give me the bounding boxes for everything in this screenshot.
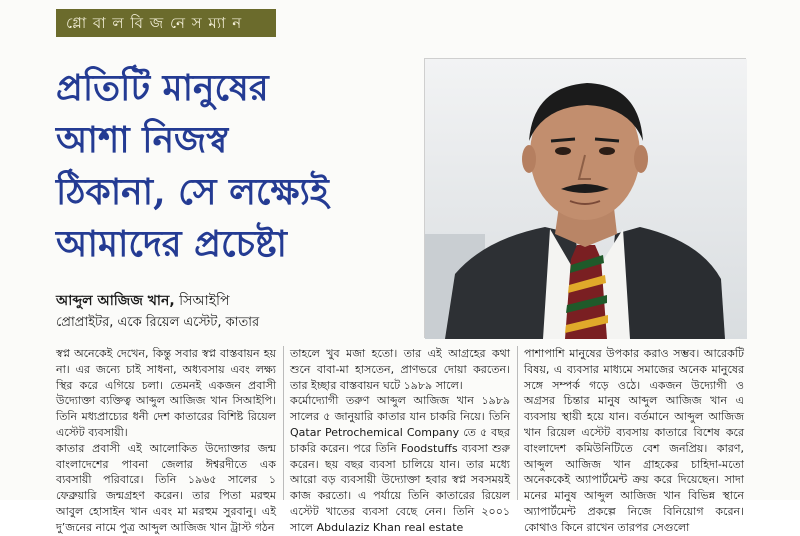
column-divider xyxy=(283,346,284,500)
author-role: প্রোপ্রাইটর, একে রিয়েল এস্টেট, কাতার xyxy=(56,315,260,330)
article-paragraph: তাহলে খুব মজা হতো। তার এই আগ্রহের কথা শুনে বাবা-মা হাসতেন, প্রাণভরে দোয়া করতেন। তার ইচ্ছার বাস্তবায়ন ঘটে ১৯৮৯ সালে। xyxy=(290,347,510,392)
article-column-1 xyxy=(56,346,276,534)
headline-line: আমাদের প্রচেষ্টা xyxy=(56,223,287,265)
headline-line: আশা নিজস্ব xyxy=(56,119,229,161)
article-paragraph: স্বপ্ন অনেকেই দেখেন, কিন্তু সবার স্বপ্ন বাস্তবায়ন হয় না। এর জন্যে চাই সাধনা, অধ্যবসায় এবং লক্ষ্য স্থির করে এগিয়ে চলা। তেমনই একজন প্রবাসী উদ্যোক্তা ব্যক্তিত্ব আব্দুল আজিজ খান সিআইপি। তিনি মধ্যপ্রাচ্যের ধনী দেশ কাতারের বিশিষ্ট রিয়েল এস্টেট ব্যবসায়ী। xyxy=(56,347,276,439)
article-paragraph: কর্মোদ্যোগী তরুণ আব্দুল আজিজ খান ১৯৮৯ সালের ৫ জানুয়ারি কাতার যান চাকরি নিয়ে। তিনি Qatar Petrochemical Company তে ৫ বছর চাকরি করেন। পরে তিনি Foodstuffs ব্যবসা শুরু করেন। ছয় বছর ব্যবসা চালিয়ে যান। তার মধ্যে আরো বড় ব্যবসায়ী উদ্যোক্তা হবার স্বপ্ন সবসময়ই কাজ করতো। এ পর্যায়ে তিনি কাতারের রিয়েল এস্টেট খাতের ব্যবসা বেছে নেন। তিনি ২০০১ সালে Abdulaziz Khan real estate xyxy=(290,394,510,534)
byline xyxy=(56,290,416,334)
portrait-illustration xyxy=(425,59,747,339)
article-body xyxy=(56,346,746,534)
article-column-3 xyxy=(524,346,744,534)
author-name-row xyxy=(56,290,416,312)
portrait-photo xyxy=(424,58,746,338)
article-paragraph: কাতার প্রবাসী এই আলোকিত উদ্যোক্তার জন্ম বাংলাদেশের পাবনা জেলার ঈশ্বরদীতে এক ব্যবসায়ী পরিবারে। তিনি ১৯৬৫ সালের ১ ফেব্রুয়ারি জন্মগ্রহণ করেন। তার পিতা মরহুম আবুল হোসাইন খান এবং মা মরহুম সুরবানু। এই দু’জনের নামে পুত্র আব্দুল আজিজ খান ট্রাস্ট গঠন xyxy=(56,441,276,534)
headline-line: প্রতিটি মানুষের xyxy=(56,67,269,109)
author-name: আব্দুল আজিজ খান, xyxy=(56,293,175,309)
author-credential: সিআইপি xyxy=(174,293,230,309)
article-column-2 xyxy=(290,346,510,534)
headline-line: ঠিকানা, সে লক্ষ্যেই xyxy=(56,171,329,213)
section-tag: গ্লো বা ল বি জ নে স ম্যা ন xyxy=(56,9,276,37)
article-paragraph: পাশাপাশি মানুষের উপকার করাও সম্ভব। আরেকটি বিষয়, এ ব্যবসার মাধ্যমে সমাজের অনেক মানুষের সঙ্গে সম্পর্ক গড়ে ওঠে। একজন উদ্যোগী ও অগ্রসর চিন্তার মানুষ আব্দুল আজিজ খান এ ব্যবসায় স্থায়ী হয়ে যান। বর্তমানে আব্দুল আজিজ খান রিয়েল এস্টেট ব্যবসায় কাতারে বিশেষ করে বাংলাদেশ কমিউনিটিতে বেশ জনপ্রিয়। কারণ, আব্দুল আজিজ খান গ্রাহকের চাহিদা-মতো অনেককেই অ্যাপার্টমেন্ট ক্রয় করে দিয়েছেন। সাদা মনের মানুষ আব্দুল আজিজ খান বিভিন্ন স্থানে অ্যাপার্টমেন্ট প্রকল্পে নিজে বিনিয়োগ করেন। কোথাও কিনে রাখেন তারপর সেগুলো xyxy=(524,347,744,534)
column-divider xyxy=(517,346,518,500)
headline xyxy=(56,62,411,270)
